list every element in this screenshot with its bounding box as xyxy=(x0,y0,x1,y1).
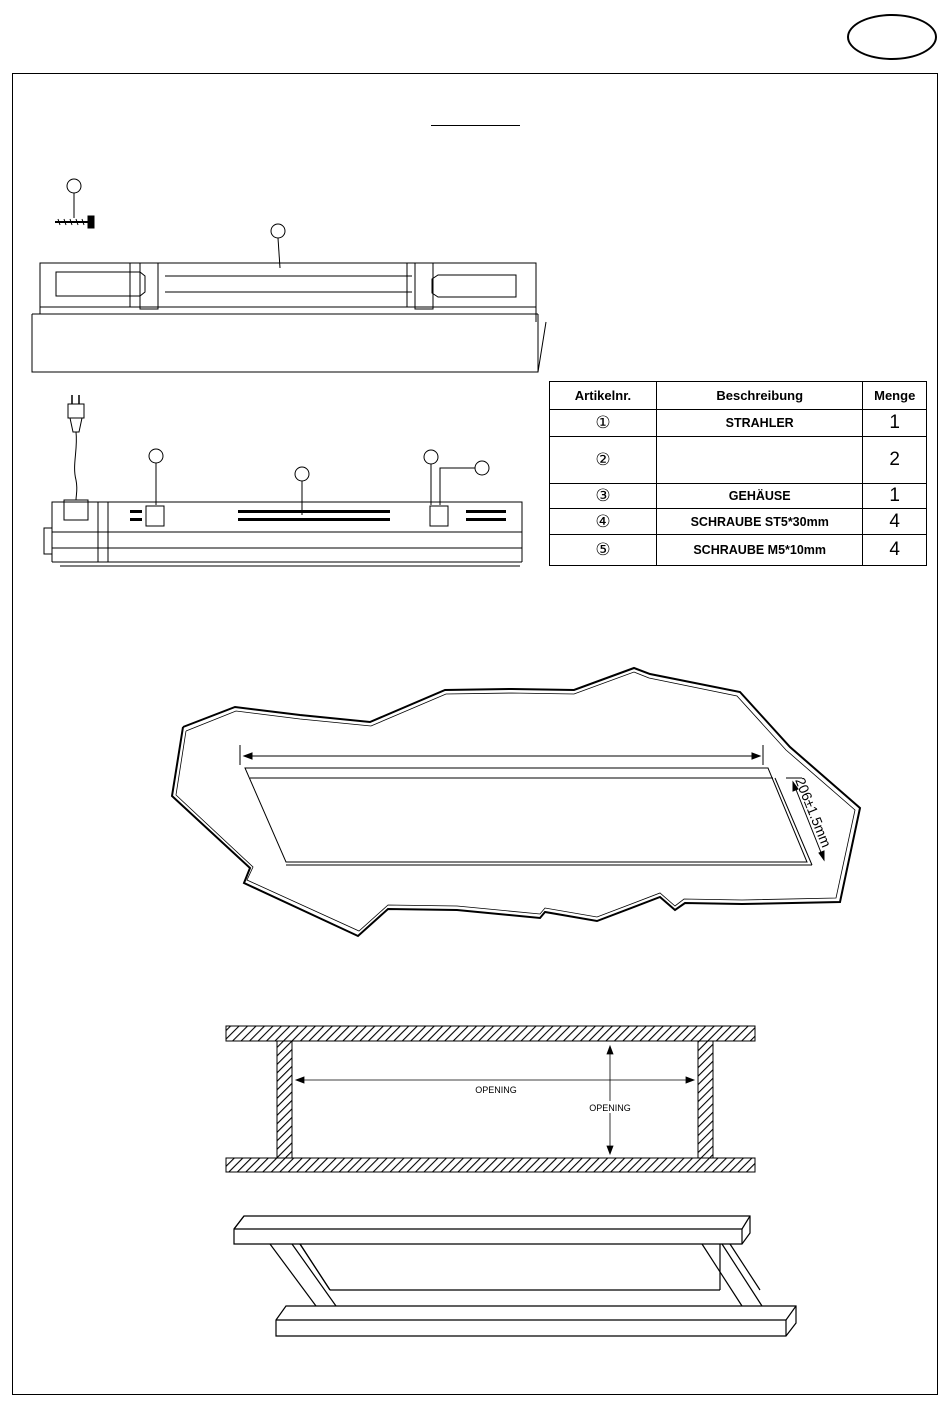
row-number: ③ xyxy=(550,484,657,509)
row-quantity: 2 xyxy=(863,437,927,484)
row-description: STRAHLER xyxy=(656,410,862,437)
row-quantity: 1 xyxy=(863,484,927,509)
row-description: SCHRAUBE M5*10mm xyxy=(656,535,862,566)
opening-width-label: OPENING xyxy=(475,1085,517,1095)
row-description: GEHÄUSE xyxy=(656,484,862,509)
header-quantity: Menge xyxy=(863,382,927,410)
opening-height-label: OPENING xyxy=(589,1103,631,1113)
header-description: Beschreibung xyxy=(656,382,862,410)
row-number: ④ xyxy=(550,509,657,535)
row-quantity: 1 xyxy=(863,410,927,437)
header-article: Artikelnr. xyxy=(550,382,657,410)
row-number: ② xyxy=(550,437,657,484)
depth-dimension-label: 206±1.5mm xyxy=(792,775,835,850)
row-quantity: 4 xyxy=(863,509,927,535)
row-number: ① xyxy=(550,410,657,437)
row-number: ⑤ xyxy=(550,535,657,566)
row-description: SCHRAUBE ST5*30mm xyxy=(656,509,862,535)
row-quantity: 4 xyxy=(863,535,927,566)
